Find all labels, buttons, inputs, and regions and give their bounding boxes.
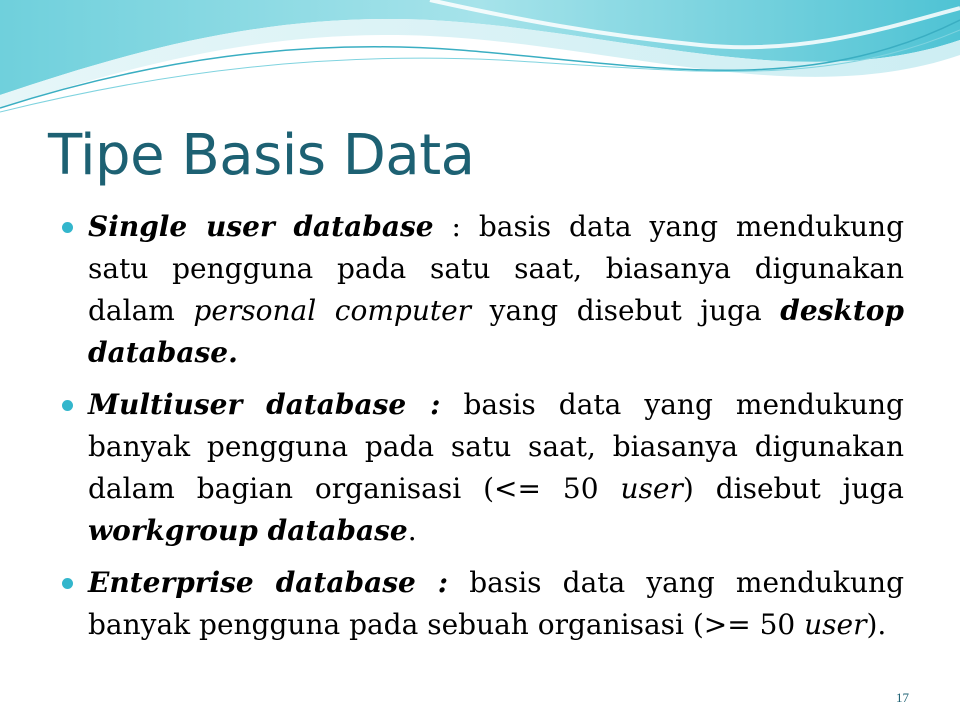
bullet-term: Enterprise database :	[88, 566, 449, 599]
bullet-text: basis data yang mendukung satu pengguna pada satu saat, biasanya digunakan dalam	[88, 210, 904, 327]
bullet-text: ).	[866, 608, 887, 641]
bullet-item	[62, 562, 904, 646]
bullet-dot-icon	[62, 222, 73, 233]
bullet-text: yang disebut juga	[471, 294, 781, 327]
bullet-text: ) disebut juga	[682, 472, 904, 505]
bullet-separator	[440, 388, 463, 421]
bullet-dot-icon	[62, 578, 73, 589]
page-number: 17	[896, 690, 909, 705]
bullet-item	[62, 206, 904, 374]
bullet-bold-italic-term: workgroup database	[88, 514, 408, 547]
bullet-text: basis data yang mendukung banyak pengguna pada sebuah organisasi (>= 50	[88, 566, 904, 641]
bullet-list	[62, 206, 904, 656]
bullet-italic-term: user	[620, 472, 683, 505]
bullet-italic-term: user	[804, 608, 867, 641]
slide-title: Tipe Basis Data	[48, 123, 475, 188]
bullet-term: Multiuser database :	[88, 388, 441, 421]
bullet-item	[62, 384, 904, 552]
bullet-separator: :	[433, 210, 479, 243]
bullet-bold-italic-term: desktop database.	[88, 294, 905, 369]
bullet-separator	[448, 566, 469, 599]
bullet-term: Single user database	[88, 210, 434, 243]
bullet-italic-term: personal computer	[193, 294, 472, 327]
bullet-text: .	[407, 514, 417, 547]
header-wave-decoration	[0, 0, 960, 120]
bullet-text: basis data yang mendukung banyak pengguna pada satu saat, biasanya digunakan dalam bagian organisasi (<= 50	[88, 388, 904, 505]
bullet-dot-icon	[62, 400, 73, 411]
